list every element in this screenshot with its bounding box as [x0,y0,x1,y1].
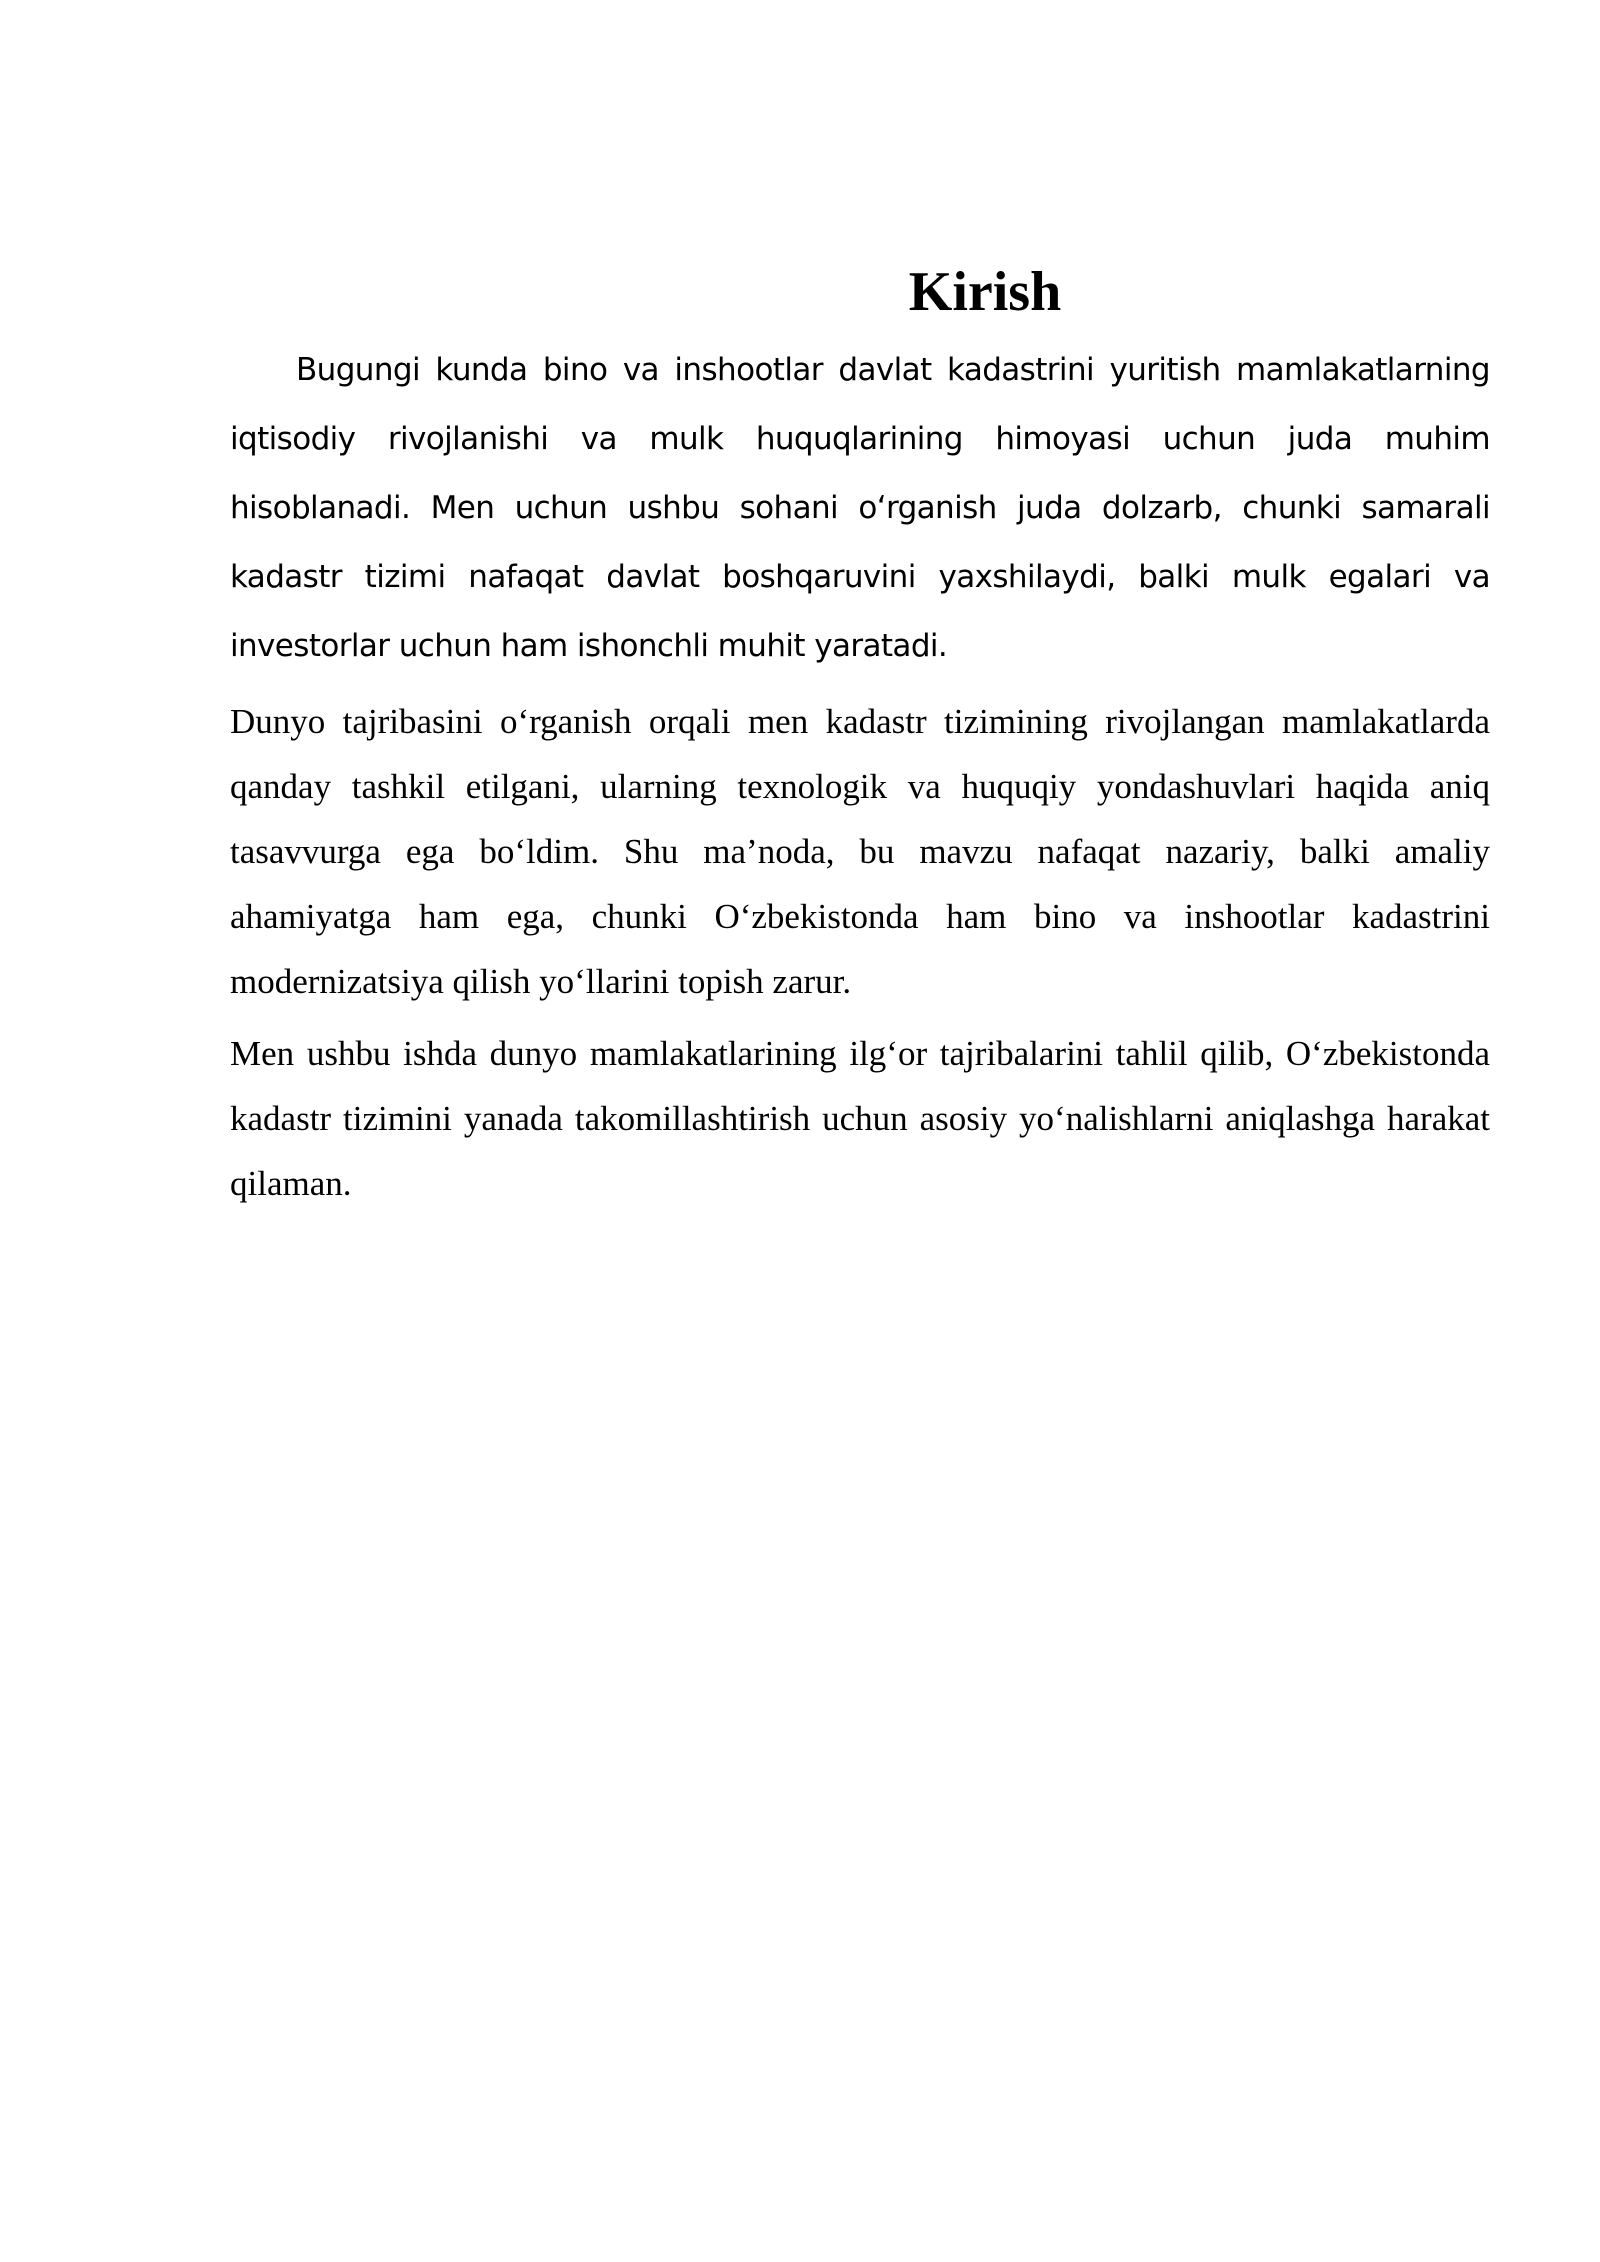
page-title: Kirish [908,261,1062,323]
paragraph-intro: Bugungi kunda bino va inshootlar davlat kadastrini yuritish mamlakatlarning iqtisodiy rivojlanishi va mulk huquqlarining himoyasi uchun juda muhim hisoblanadi. Men uchun ushbu sohani o‘rganish juda dolzarb, chunki samarali kadastr tizimi nafaqat davlat boshqaruvini yaxshilaydi, balki mulk egalari va investorlar uchun ham ishonchli muhit yaratadi. [230,352,1490,664]
paragraph-world-experience: Dunyo tajribasini o‘rganish orqali men kadastr tizimining rivojlangan mamlakatlarda qanday tashkil etilgani, ularning texnologik va huquqiy yondashuvlari haqida aniq tasavvurga ega bo‘ldim. Shu ma’noda, bu mavzu nafaqat nazariy, balki amaliy ahamiyatga ham ega, chunki O‘zbekistonda ham bino va inshootlar kadastrini modernizatsiya qilish yo‘llarini topish zarur. [230,702,1490,1001]
document-body [230,252,1490,1216]
paragraph-goal: Men ushbu ishda dunyo mamlakatlarining ilg‘or tajribalarini tahlil qilib, O‘zbekistonda kadastr tizimini yanada takomillashtirish uchun asosiy yo‘nalishlarni aniqlashga harakat qilaman. [230,1034,1490,1203]
